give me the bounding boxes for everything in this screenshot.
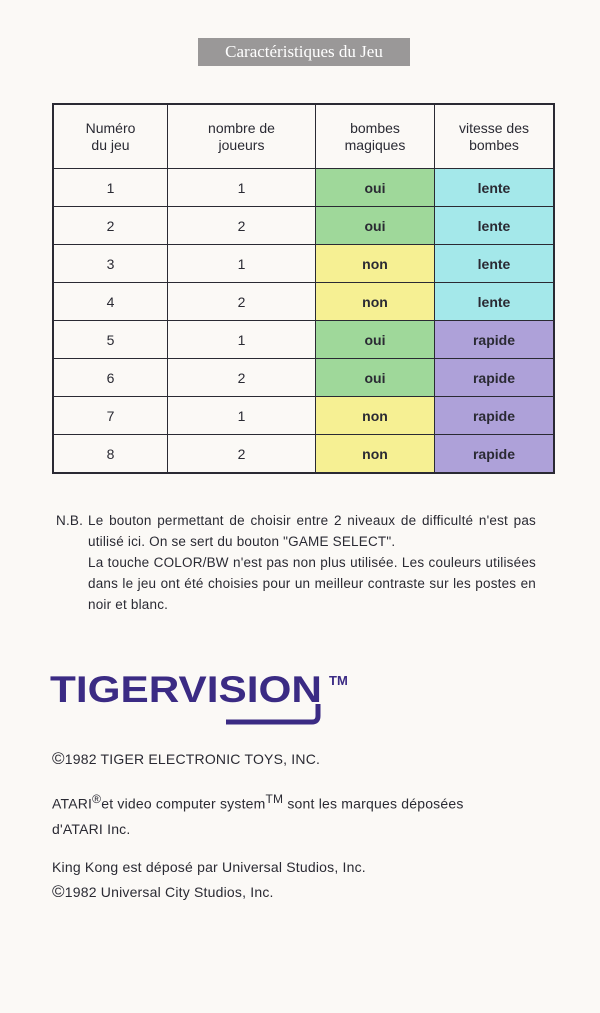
atari-trademark-line	[52, 792, 464, 812]
tigervision-logo	[50, 668, 370, 735]
logo-trademark: TM	[329, 673, 348, 688]
page-title: Caractéristiques du Jeu	[198, 38, 410, 66]
registered-mark: ®	[92, 792, 102, 806]
cell-magic-bombs: non	[316, 283, 435, 321]
cell-magic-bombs: non	[316, 245, 435, 283]
note-label: N.B.	[56, 513, 84, 528]
table-row	[53, 169, 554, 207]
cell-player-count: 1	[168, 245, 316, 283]
table-row	[53, 245, 554, 283]
copyright-tiger-text: 1982 TIGER ELECTRONIC TOYS, INC.	[64, 751, 321, 767]
atari-trademark-line-2: d'ATARI Inc.	[52, 821, 131, 837]
atari-middle: et video computer system	[101, 795, 266, 812]
tigervision-logo-graphic	[50, 668, 370, 730]
table-row	[53, 283, 554, 321]
cell-bomb-speed: lente	[435, 207, 555, 245]
cell-game-number: 1	[53, 169, 168, 207]
copyright-tiger	[52, 749, 320, 769]
header-bomb-speed	[435, 104, 555, 169]
table-row	[53, 397, 554, 435]
copyright-universal	[52, 882, 274, 902]
table-header-row	[53, 104, 554, 169]
table-row	[53, 321, 554, 359]
copyright-symbol: ©	[52, 749, 65, 768]
table-row	[53, 435, 554, 474]
cell-magic-bombs: oui	[316, 207, 435, 245]
table-body	[53, 169, 554, 474]
cell-game-number: 6	[53, 359, 168, 397]
cell-player-count: 2	[168, 435, 316, 474]
header-line: du jeu	[91, 136, 130, 153]
header-player-count	[168, 104, 316, 169]
header-line: magiques	[344, 136, 406, 153]
cell-game-number: 4	[53, 283, 168, 321]
header-line: Numéro	[85, 119, 136, 136]
cell-game-number: 2	[53, 207, 168, 245]
atari-end: sont les marques déposées	[283, 795, 464, 812]
cell-bomb-speed: rapide	[435, 321, 555, 359]
cell-magic-bombs: oui	[316, 169, 435, 207]
king-kong-notice: King Kong est déposé par Universal Studios, Inc.	[52, 859, 366, 875]
header-game-number	[53, 104, 168, 169]
header-magic-bombs	[316, 104, 435, 169]
cell-game-number: 5	[53, 321, 168, 359]
cell-game-number: 7	[53, 397, 168, 435]
cell-game-number: 3	[53, 245, 168, 283]
cell-player-count: 2	[168, 359, 316, 397]
cell-bomb-speed: lente	[435, 245, 555, 283]
cell-bomb-speed: rapide	[435, 359, 555, 397]
table-row	[53, 207, 554, 245]
logo-text: TIGERVISION	[50, 669, 322, 710]
cell-bomb-speed: rapide	[435, 435, 555, 474]
copyright-universal-text: 1982 Universal City Studios, Inc.	[64, 884, 274, 900]
cell-magic-bombs: non	[316, 397, 435, 435]
header-line: nombre de	[208, 119, 275, 136]
note-paragraph-2: La touche COLOR/BW n'est pas non plus utilisée. Les couleurs utilisées dans le jeu ont été choisies pour un meilleur contraste sur les postes en noir et blanc.	[88, 555, 536, 612]
cell-bomb-speed: rapide	[435, 397, 555, 435]
cell-bomb-speed: lente	[435, 169, 555, 207]
cell-player-count: 1	[168, 169, 316, 207]
header-line: joueurs	[218, 136, 265, 153]
cell-game-number: 8	[53, 435, 168, 474]
cell-bomb-speed: lente	[435, 283, 555, 321]
note-block	[56, 510, 536, 615]
cell-player-count: 2	[168, 207, 316, 245]
game-characteristics-table	[52, 103, 555, 474]
copyright-symbol: ©	[52, 882, 65, 901]
cell-magic-bombs: oui	[316, 321, 435, 359]
atari-name: ATARI	[52, 795, 93, 812]
header-line: bombes	[350, 119, 400, 136]
cell-magic-bombs: non	[316, 435, 435, 474]
note-paragraph-1: Le bouton permettant de choisir entre 2 niveaux de difficulté n'est pas utilisé ici. On se sert du bouton "GAME SELECT".	[88, 513, 536, 549]
header-line: vitesse des	[458, 119, 530, 136]
cell-magic-bombs: oui	[316, 359, 435, 397]
cell-player-count: 1	[168, 397, 316, 435]
tm-mark: TM	[265, 792, 284, 806]
header-line: bombes	[469, 136, 519, 153]
cell-player-count: 1	[168, 321, 316, 359]
table-row	[53, 359, 554, 397]
cell-player-count: 2	[168, 283, 316, 321]
